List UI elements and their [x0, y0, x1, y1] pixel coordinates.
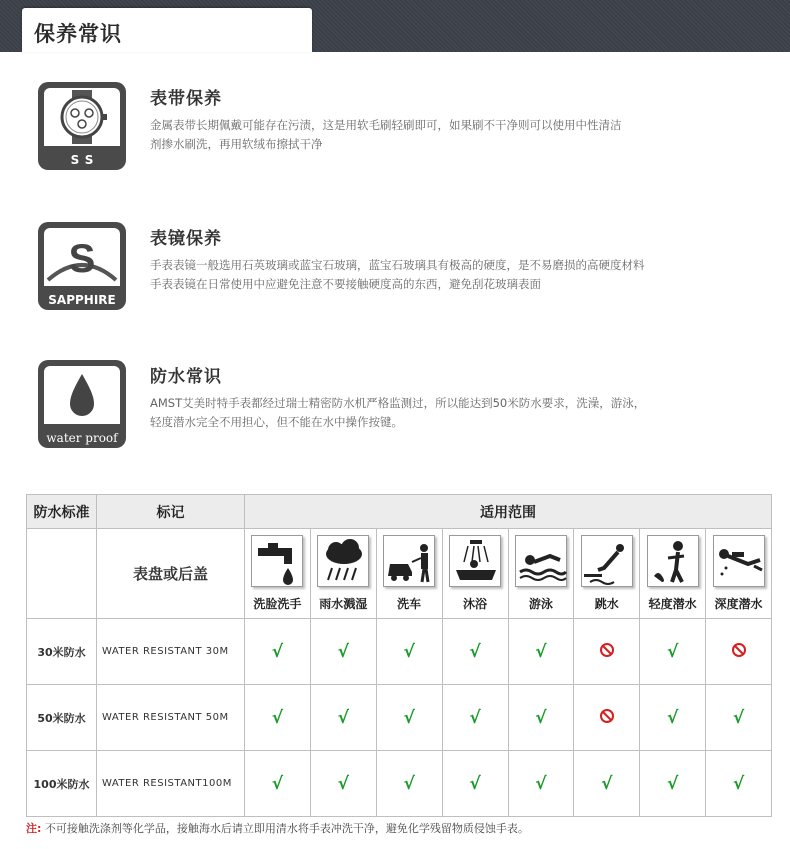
badge-waterproof	[38, 360, 126, 448]
mark-label: 表盘或后盖	[97, 529, 245, 619]
check-icon: √	[403, 641, 415, 662]
car-wash-icon	[383, 535, 435, 587]
scuba-icon	[713, 535, 765, 587]
use-label: 深度潜水	[714, 597, 763, 611]
check-mark	[508, 685, 574, 751]
watch-icon	[44, 88, 120, 146]
check-icon: √	[601, 773, 613, 794]
check-icon: √	[337, 773, 349, 794]
rain-cloud-icon	[317, 535, 369, 587]
check-icon: √	[732, 707, 745, 728]
prohibited-icon	[600, 709, 614, 723]
care-water	[38, 360, 758, 450]
use-label: 轻度潜水	[648, 597, 697, 611]
header-bar	[0, 0, 790, 52]
use-cell	[310, 529, 376, 619]
care-title: 防水常识	[150, 367, 222, 387]
care-text: AMST艾美时特手表都经过瑞士精密防水机严格监测过，所以能达到50米防水要求，洗澡，游泳， 轻度潜水完全不用担心，但不能在水中操作按键。	[150, 396, 646, 429]
prohibited-mark	[574, 619, 640, 685]
row-mark: WATER RESISTANT100M	[97, 751, 245, 817]
care-text: 金属表带长期佩戴可能存在污渍，这是用软毛刷轻刷即可，如果刷不干净则可以使用中性清洁 剂掺水刷洗，再用软绒布擦拭干净	[150, 118, 622, 151]
water-drop-icon	[44, 366, 120, 424]
table-row	[27, 751, 772, 817]
check-mark	[310, 619, 376, 685]
check-icon: √	[337, 707, 349, 728]
check-mark	[640, 751, 706, 817]
badge-ss	[38, 82, 126, 170]
check-icon: √	[271, 773, 284, 794]
row-standard: 30米防水	[27, 619, 97, 685]
check-icon: √	[732, 773, 745, 794]
shower-icon	[449, 535, 501, 587]
check-mark	[574, 751, 640, 817]
check-icon: √	[535, 773, 547, 794]
care-strap	[38, 82, 758, 172]
row-mark: WATER RESISTANT 30M	[97, 619, 245, 685]
check-mark	[245, 751, 311, 817]
prohibited-icon	[600, 643, 614, 657]
use-cell	[574, 529, 640, 619]
use-label: 沐浴	[463, 597, 488, 611]
check-icon: √	[667, 641, 679, 662]
check-icon: √	[667, 707, 679, 728]
waterproof-table	[26, 494, 772, 817]
note-label: 注:	[26, 822, 42, 835]
use-cell	[640, 529, 706, 619]
note-text: 不可接触洗涤剂等化学品，接触海水后请立即用清水将手表冲洗干净，避免化学残留物质侵蚀手表。	[44, 822, 529, 835]
check-icon: √	[535, 707, 547, 728]
sapphire-icon	[44, 228, 120, 286]
check-mark	[376, 685, 442, 751]
check-icon: √	[337, 641, 349, 662]
use-label: 跳水	[594, 597, 619, 611]
check-mark	[376, 619, 442, 685]
swimmer-icon	[515, 535, 567, 587]
check-mark	[640, 685, 706, 751]
blank-cell	[27, 529, 97, 619]
footnote	[26, 820, 529, 836]
badge-sapphire	[38, 222, 126, 310]
check-mark	[508, 751, 574, 817]
check-mark	[245, 619, 311, 685]
row-mark: WATER RESISTANT 50M	[97, 685, 245, 751]
check-mark	[508, 619, 574, 685]
prohibited-mark	[706, 619, 772, 685]
table-body	[27, 619, 772, 817]
badge-caption: SS	[70, 153, 100, 167]
use-label: 洗脸洗手	[253, 597, 302, 611]
check-mark	[376, 751, 442, 817]
section-tab	[22, 8, 312, 52]
table-row	[27, 619, 772, 685]
check-mark	[442, 685, 508, 751]
care-title: 表镜保养	[150, 229, 222, 249]
header-mark: 标记	[97, 495, 245, 529]
check-mark	[442, 619, 508, 685]
check-icon: √	[271, 707, 284, 728]
use-cell	[442, 529, 508, 619]
row-standard: 100米防水	[27, 751, 97, 817]
check-icon: √	[667, 773, 679, 794]
svg-text:S: S	[68, 237, 96, 281]
check-icon: √	[469, 707, 481, 728]
page-title: 保养常识	[34, 22, 122, 46]
use-cell	[376, 529, 442, 619]
check-mark	[706, 751, 772, 817]
check-icon: √	[403, 773, 415, 794]
check-mark	[245, 685, 311, 751]
check-icon: √	[271, 641, 284, 662]
badge-caption: SAPPHIRE	[48, 293, 116, 307]
prohibited-mark	[574, 685, 640, 751]
use-label: 洗车	[397, 597, 422, 611]
snorkel-icon	[647, 535, 699, 587]
header-scope: 适用范围	[245, 495, 772, 529]
care-title: 表带保养	[150, 89, 222, 109]
row-standard: 50米防水	[27, 685, 97, 751]
use-label: 游泳	[528, 597, 553, 611]
check-mark	[310, 751, 376, 817]
check-mark	[640, 619, 706, 685]
check-mark	[442, 751, 508, 817]
use-cell	[706, 529, 772, 619]
check-icon: √	[403, 707, 415, 728]
use-cell	[508, 529, 574, 619]
diver-jump-icon	[581, 535, 633, 587]
use-cell	[245, 529, 311, 619]
table-row	[27, 685, 772, 751]
check-mark	[310, 685, 376, 751]
care-text: 手表表镜一般选用石英玻璃或蓝宝石玻璃，蓝宝石玻璃具有极高的硬度，是不易磨损的高硬度材料 手表表镜在日常使用中应避免注意不要接触硬度高的东西，避免刮花玻璃表面	[150, 258, 645, 291]
check-icon: √	[469, 773, 481, 794]
check-mark	[706, 685, 772, 751]
use-label: 雨水溅湿	[319, 597, 368, 611]
badge-caption: water proof	[46, 431, 118, 445]
check-icon: √	[535, 641, 547, 662]
header-standard: 防水标准	[27, 495, 97, 529]
faucet-icon	[251, 535, 303, 587]
prohibited-icon	[732, 643, 746, 657]
care-crystal	[38, 222, 758, 312]
check-icon: √	[469, 641, 481, 662]
